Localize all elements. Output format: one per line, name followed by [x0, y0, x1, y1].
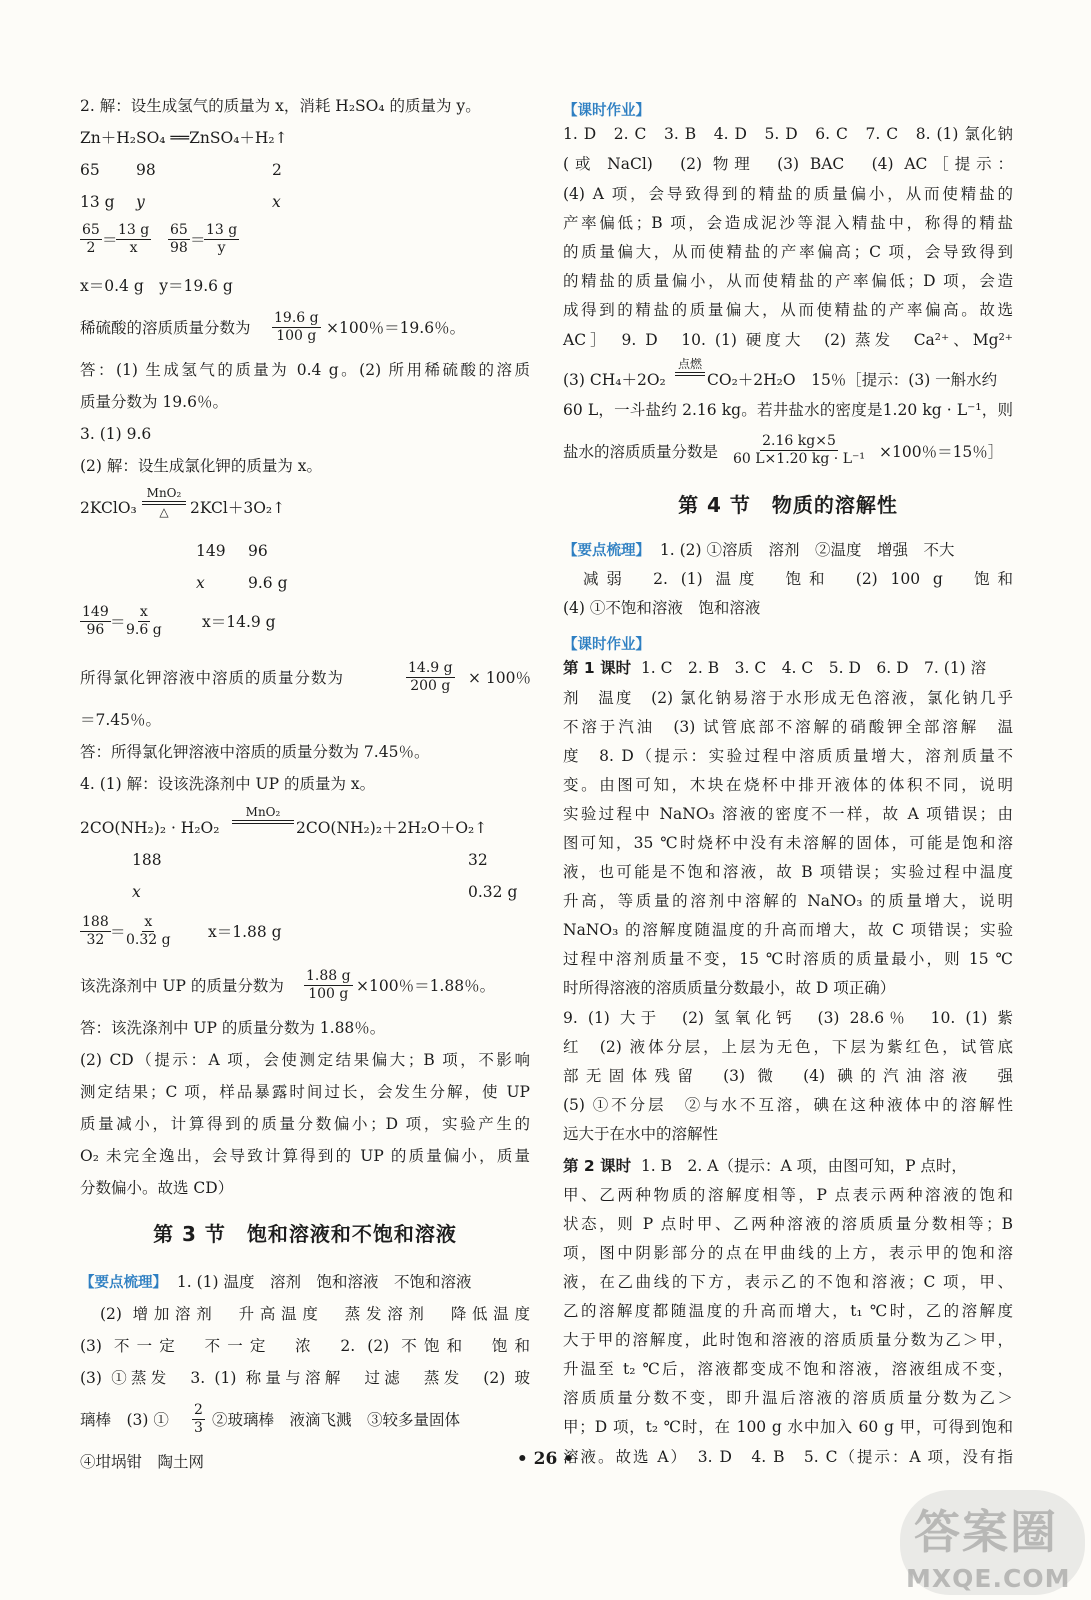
answer-line: 60 L，一斗盐约 2.16 kg。若井盐水的密度是1.20 kg · L⁻¹，则	[563, 401, 1013, 419]
ratio-cell: 2	[272, 161, 282, 179]
problem-3-title: 3. (1) 9.6	[80, 425, 152, 443]
fraction: $\frac{x}{9.6 g}$	[126, 604, 162, 638]
ratio-cell: 0.32 g	[468, 883, 518, 901]
fraction: $\frac{19.6 g}{100 g}$	[274, 310, 319, 344]
key-point-line: ④坩埚钳 陶土网	[80, 1453, 205, 1471]
fraction: $\frac{1.88 g}{100 g}$	[306, 968, 351, 1002]
watermark-url: MXQE.COM	[906, 1564, 1071, 1593]
answer-line: (5) ①不分层 ②与水不互溶，碘在这种液体中的溶解性	[563, 1096, 1013, 1114]
answer-line: 剂 温度 (2) 氯化钠易溶于水形成无色溶液，氯化钠几乎	[563, 689, 1013, 707]
fraction: $\frac{13 g}{x}$	[118, 222, 150, 256]
watermark-logo	[900, 1490, 1085, 1595]
answer-line: (或 NaCl) (2) 物理 (3) BAC (4) AC［提示：	[563, 155, 1013, 173]
answer-line: 1. B 2. A（提示：A 项，由图可知，P 点时，	[640, 1157, 967, 1175]
key-point-line: 减弱 2. (1) 温度 饱和 (2) 100 g 饱和	[583, 570, 1013, 588]
equation-ch4: (3) CH₄＋2O₂	[563, 371, 666, 389]
mass-fraction-label: 该洗涤剂中 UP 的质量分数为	[80, 977, 284, 995]
key-point-line: 1. (1) 温度 溶剂 饱和溶液 不饱和溶液	[176, 1273, 472, 1291]
answer-line: (4) A 项，会导致得到的精盐的质量偏小，从而使精盐的	[563, 185, 1013, 203]
answer-line: 过程中溶剂质量不变，15 ℃时溶质的质量最小，则 15 ℃	[563, 950, 1013, 968]
fraction: $\frac{13 g}{y}$	[206, 222, 238, 256]
equation-zn: Zn＋H₂SO₄ ══ZnSO₄＋H₂↑	[80, 129, 288, 147]
key-points-tag: 【要点梳理】	[80, 1275, 167, 1291]
answer-line: 答：该洗涤剂中 UP 的质量分数为 1.88％。	[80, 1019, 386, 1037]
answer-line: 的质量偏大，从而使精盐的产率偏高；C 项，会导致得到	[563, 243, 1013, 261]
problem-4-title: 4. (1) 解：设该洗涤剂中 UP 的质量为 x。	[80, 775, 376, 793]
ratio-cell: 149	[196, 542, 226, 560]
key-point-line: 璃棒 (3) ①	[80, 1411, 169, 1429]
hint-line: O₂ 未完全逸出，会导致计算得到的 UP 的质量偏小，质量	[80, 1147, 530, 1165]
mass-fraction-label: 稀硫酸的溶质质量分数为	[80, 319, 251, 337]
lesson-2-label: 第 2 课时	[563, 1157, 632, 1175]
section-3-heading: 第 3 节 饱和溶液和不饱和溶液	[153, 1222, 457, 1246]
homework-tag: 【课时作业】	[563, 103, 650, 119]
answer-line: 液，也可能是不饱和溶液，故 B 项错误；实验过程中温度	[563, 863, 1013, 881]
answer-line: NaNO₃ 的溶解度随温度的升高而增大，故 C 项错误；实验	[563, 921, 1013, 939]
answer-line: 盐水的溶质质量分数是	[563, 443, 719, 461]
answer-line: 远大于在水中的溶解性	[563, 1125, 719, 1143]
ratio-cell: 188	[132, 851, 162, 869]
answer-line: 溶液。故选 A） 3. D 4. B 5. C（提示：A 项，没有指	[563, 1448, 1013, 1466]
reaction-arrow: MnO₂	[232, 806, 294, 824]
hint-line: 测定结果；C 项，样品暴露时间过长，会发生分解，使 UP	[80, 1083, 530, 1101]
fraction: $\frac{65}{98}$	[170, 222, 188, 256]
answer-line: ×100％＝15％］	[879, 443, 1004, 461]
answer-line: 图可知，35 ℃时烧杯中没有未溶解的固体，可能是饱和溶	[563, 834, 1013, 852]
answer-line: 成得到的精盐的质量偏大，从而使精盐的产率偏高。故选	[563, 301, 1013, 319]
hint-line: 质量减小，计算得到的质量分数偏小；D 项，实验产生的	[80, 1115, 530, 1133]
answer-line: 质量分数为 19.6％。	[80, 393, 228, 411]
answer-line: 升温至 t₂ ℃后，溶液都变成不饱和溶液，溶液组成不变，	[563, 1360, 1013, 1378]
hint-line: (2) CD（提示：A 项，会使测定结果偏大；B 项，不影响	[80, 1051, 530, 1069]
homework-tag: 【课时作业】	[563, 637, 650, 653]
answer-line: 变。由图可知，木块在烧杯中排开液体的体积不同，说明	[563, 776, 1013, 794]
fraction: $\frac{188}{32}$	[82, 914, 109, 948]
answer-line: CO₂＋2H₂O 15％［提示：(3) 一斛水约	[707, 371, 998, 389]
ratio-cell: 9.6 g	[248, 574, 288, 592]
fraction: $\frac{x}{0.32 g}$	[126, 914, 171, 948]
ratio-cell: 65	[80, 161, 100, 179]
fraction: $\frac{65}{2}$	[82, 222, 100, 256]
answer-line: 时所得溶液的溶质质量分数最小，故 D 项正确）	[563, 979, 896, 997]
answer-line: 升高，等质量的溶剂中溶解的 NaNO₃ 的质量增大，说明	[563, 892, 1013, 910]
answer-line: 部无固体残留 (3) 微 (4) 碘的汽油溶液 强	[563, 1067, 1013, 1085]
fraction: $\frac{149}{96}$	[82, 604, 109, 638]
key-points-tag: 【要点梳理】	[563, 543, 650, 559]
result: x＝1.88 g	[208, 923, 282, 941]
problem-2-title: 2. 解：设生成氢气的质量为 x，消耗 H₂SO₄ 的质量为 y。	[80, 97, 481, 115]
ratio-cell: y	[136, 193, 145, 211]
answer-line: AC］ 9. D 10. (1) 硬度大 (2) 蒸发 Ca²⁺、Mg²⁺	[563, 331, 1013, 349]
ratio-cell: 32	[468, 851, 488, 869]
ratio-cell: 13 g	[80, 193, 115, 211]
answer-line: 产率偏低；B 项，会造成泥沙等混入精盐中，称得的精盐	[563, 214, 1013, 232]
key-point-line: (3) 不一定 不一定 浓 2. (2) 不饱和 饱和	[80, 1337, 530, 1355]
answer-line: 1. D 2. C 3. B 4. D 5. D 6. C 7. C 8. (1) 氯化钠	[563, 125, 1013, 143]
answer-line: 度 8. D（提示：实验过程中溶质质量增大，溶剂质量不	[563, 747, 1013, 765]
answer-line: 答：所得氯化钾溶液中溶质的质量分数为 7.45％。	[80, 743, 430, 761]
section-4-heading: 第 4 节 物质的溶解性	[678, 493, 898, 517]
key-point-line: ②玻璃棒 液滴飞溅 ③较多量固体	[212, 1411, 461, 1429]
ratio-cell: x	[196, 574, 205, 592]
answer-line: 答：(1) 生成氢气的质量为 0.4 g。(2) 所用稀硫酸的溶质	[80, 361, 530, 379]
answer-line: 实验过程中 NaNO₃ 溶液的密度不一样，故 A 项错误；由	[563, 805, 1013, 823]
problem-3-line: (2) 解：设生成氯化钾的质量为 x。	[80, 457, 323, 475]
answer-line: 溶质质量分数不变，即升温后溶液的溶质质量分数为乙＞	[563, 1389, 1013, 1407]
fraction: $\frac{14.9 g}{200 g}$	[408, 660, 453, 694]
key-point-line: (2) 增加溶剂 升高温度 蒸发溶剂 降低温度	[100, 1305, 530, 1323]
watermark-text: 答案圈	[914, 1505, 1058, 1559]
answer-line: 的精盐的质量偏小，从而使精盐的产率偏低；D 项，会造	[563, 272, 1013, 290]
answer-line: 1. C 2. B 3. C 4. C 5. D 6. D 7. (1) 溶	[640, 659, 987, 677]
answer-line: 9. (1) 大于 (2) 氢氧化钙 (3) 28.6％ 10. (1) 紫	[563, 1009, 1013, 1027]
reaction-arrow: MnO₂ △	[142, 487, 186, 519]
fraction: $\frac{2.16 kg\times 5}{\text{60 L×1.20 kg · L⁻¹}}$	[733, 433, 866, 467]
mass-fraction-result: ×100％＝1.88％。	[356, 977, 496, 995]
hint-line: 分数偏小。故选 CD）	[80, 1179, 234, 1197]
ratio-cell: 96	[248, 542, 268, 560]
page-number: • 26 •	[516, 1449, 575, 1469]
answer-line: 甲、乙两种物质的溶解度相等，P 点表示两种溶液的饱和	[563, 1186, 1013, 1204]
equals: ＝	[102, 231, 118, 249]
answer-line: 红 (2) 液体分层，上层为无色，下层为紫红色，试管底	[563, 1038, 1013, 1056]
equals: ＝	[190, 231, 206, 249]
answer-line: 大于甲的溶解度，此时饱和溶液的溶质质量分数为乙＞甲，	[563, 1331, 1013, 1349]
mass-fraction-result: ×100％＝19.6％。	[326, 319, 466, 337]
equation-left: 2CO(NH₂)₂ · H₂O₂	[80, 819, 220, 837]
key-point-line: (4) ①不饱和溶液 饱和溶液	[563, 599, 761, 617]
ratio-cell: 98	[136, 161, 156, 179]
mass-fraction-result: × 100％	[468, 669, 531, 687]
lesson-1-label: 第 1 课时	[563, 659, 632, 677]
mass-fraction-label: 所得氯化钾溶液中溶质的质量分数为	[80, 669, 345, 687]
equation-right: 2CO(NH₂)₂＋2H₂O＋O₂↑	[296, 819, 488, 837]
ratio-cell: x	[132, 883, 141, 901]
answer-line: 不溶于汽油 (3) 试管底部不溶解的硝酸钾全部溶解 温	[563, 718, 1013, 736]
ratio-cell: x	[272, 193, 281, 211]
key-point-line: 1. (2) ①溶质 溶剂 ②温度 增强 不大	[659, 541, 955, 559]
result: x＝0.4 g y＝19.6 g	[80, 277, 233, 295]
mass-fraction-result: ＝7.45％。	[80, 711, 162, 729]
answer-line: 液，在乙曲线的下方，表示乙的不饱和溶液；C 项，甲、	[563, 1273, 1013, 1291]
fraction: $\frac{2}{3}$	[194, 1402, 203, 1436]
reaction-arrow: 点燃	[675, 358, 705, 376]
answer-line: 项，图中阴影部分的点在甲曲线的上方，表示甲的饱和溶	[563, 1244, 1013, 1262]
key-point-line: (3) ①蒸发 3. (1) 称量与溶解 过滤 蒸发 (2) 玻	[80, 1369, 530, 1387]
answer-line: 甲；D 项，t₂ ℃时，在 100 g 水中加入 60 g 甲，可得到饱和	[563, 1418, 1013, 1436]
equation-left: 2KClO₃	[80, 499, 137, 517]
answer-line: 乙的溶解度都随温度的升高而增大，t₁ ℃时，乙的溶解度	[563, 1302, 1013, 1320]
answer-line: 状态，则 P 点时甲、乙两种溶液的溶质质量分数相等；B	[563, 1215, 1013, 1233]
equation-right: 2KCl＋3O₂↑	[190, 499, 286, 517]
result: x＝14.9 g	[202, 613, 276, 631]
